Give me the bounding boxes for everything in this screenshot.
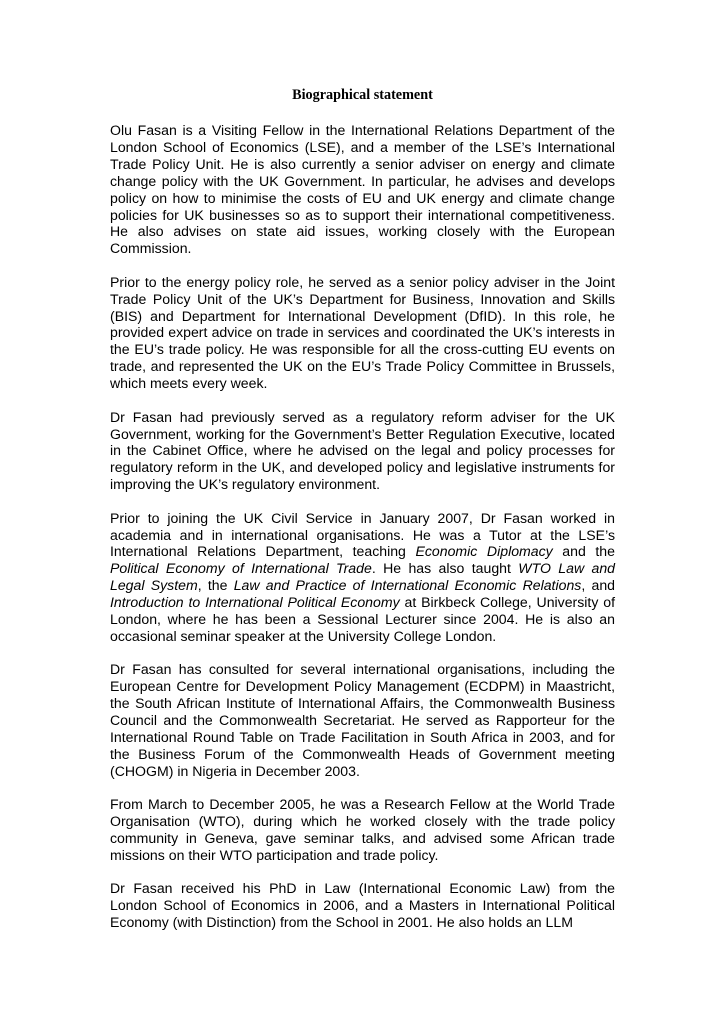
page-title: Biographical statement	[292, 87, 433, 103]
course-title: Economic Diplomacy	[415, 543, 553, 560]
text-run: , and	[581, 577, 616, 594]
text-run: . He has also taught	[371, 560, 519, 577]
paragraph-regulatory-reform: Dr Fasan had previously served as a regulatory reform adviser for the UK Government, working for the Government’s Better Regulation Executive, located in the Cabinet Office, where he advised on the legal and policy processes for regulatory reform in the UK, and developed policy and legislative instruments for improving the UK’s regulatory environment.	[110, 408, 615, 493]
paragraph-current-role: Olu Fasan is a Visiting Fellow in the International Relations Department of the London School of Economics (LSE), and a member of the LSE’s International Trade Policy Unit. He is also currently a senior adviser on energy and climate change policy with the UK Government. In particular, he advises and develops policy on how to minimise the costs of EU and UK energy and climate change policies for UK businesses so as to support their international competitiveness. He also advises on state aid issues, working closely with the European Commission.	[110, 122, 615, 257]
paragraph-consulting: Dr Fasan has consulted for several international organisations, including the European Centre for Development Policy Management (ECDPM) in Maastricht, the South African Institute of International Affairs, the Commonwealth Business Council and the Commonwealth Secretariat. He served as Rapporteur for the International Round Table on Trade Facilitation in South Africa in 2003, and for the Business Forum of the Commonwealth Heads of Government meeting (CHOGM) in Nigeria in December 2003.	[110, 661, 615, 779]
text-run: , the	[197, 577, 234, 594]
text-run: at Birkbeck College, University of London, where he has been a Sessional Lecturer since 2004. He is also an occasional seminar speaker at the University College London.	[110, 594, 615, 644]
course-title: Law and Practice of International Economic Relations	[233, 577, 582, 594]
paragraph-education: Dr Fasan received his PhD in Law (International Economic Law) from the London School of Economics in 2006, and a Masters in International Political Economy (with Distinction) from the School in 2001. He also holds an LLM	[110, 880, 615, 931]
paragraph-wto-fellowship: From March to December 2005, he was a Research Fellow at the World Trade Organisation (WTO), during which he worked closely with the trade policy community in Geneva, gave seminar talks, and advised some African trade missions on their WTO participation and trade policy.	[110, 796, 615, 863]
course-title: Political Economy of International Trade	[110, 560, 372, 577]
course-title: WTO Law and Legal System	[110, 560, 615, 594]
text-run: Prior to joining the UK Civil Service in January 2007, Dr Fasan worked in academia and in international organisations. He was a Tutor at the LSE’s International Relations Department, teaching	[110, 509, 615, 560]
text-run: and the	[552, 543, 615, 560]
course-title: Introduction to International Political Economy	[110, 594, 400, 611]
document-page	[110, 87, 615, 948]
paragraph-academia	[110, 510, 615, 645]
paragraph-trade-policy-role: Prior to the energy policy role, he served as a senior policy adviser in the Joint Trade Policy Unit of the UK’s Department for Business, Innovation and Skills (BIS) and Department for International Development (DfID). In this role, he provided expert advice on trade in services and coordinated the UK’s interests in the EU’s trade policy. He was responsible for all the cross-cutting EU events on trade, and represented the UK on the EU’s Trade Policy Committee in Brussels, which meets every week.	[110, 273, 615, 392]
